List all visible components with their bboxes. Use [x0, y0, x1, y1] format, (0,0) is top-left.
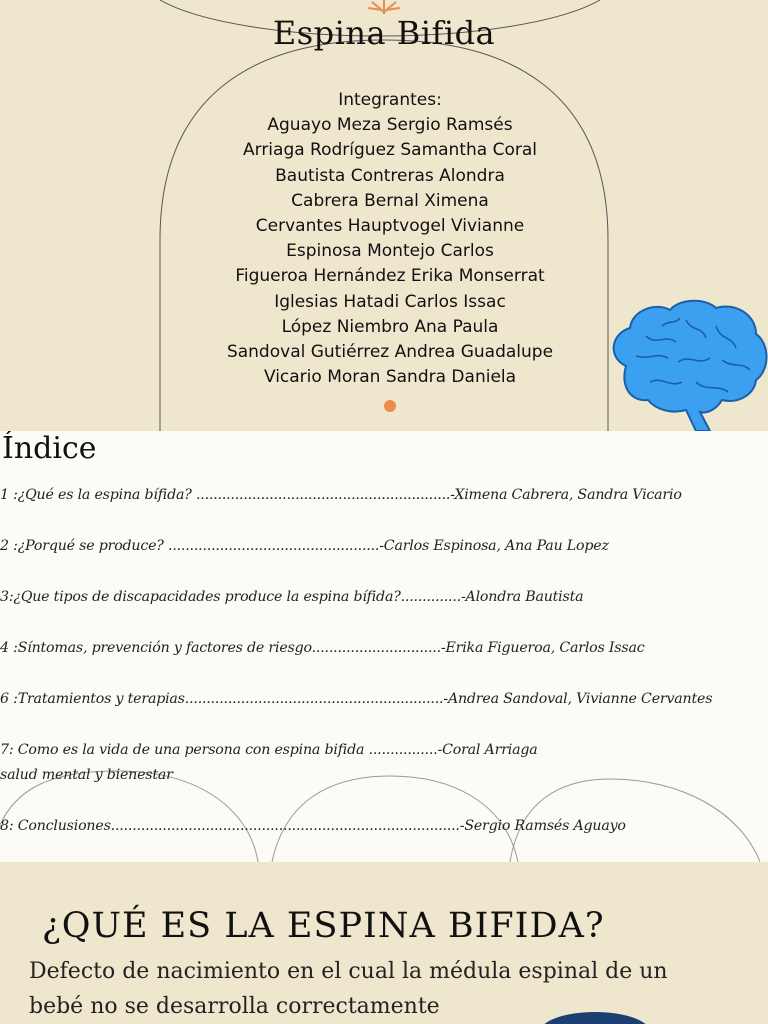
index-row: salud mental y bienestar	[0, 767, 173, 783]
index-row: 3:¿Que tipos de discapacidades produce la espina bífida?..............-Alondra Bautista	[0, 589, 584, 605]
member-name: Bautista Contreras Alondra	[275, 165, 505, 186]
definition-text: Defecto de nacimiento en el cual la médula espinal de un bebé no se desarrolla correctamente	[29, 959, 668, 1019]
index-title: Índice	[2, 431, 97, 466]
cover-slide	[0, 0, 768, 431]
member-name: Cervantes Hauptvogel Vivianne	[255, 216, 525, 237]
orange-dot-icon	[384, 400, 396, 412]
index-row: 4 :Síntomas, prevención y factores de riesgo..............................-Erika Figueroa, Carlos Issac	[0, 640, 645, 656]
members-heading: Integrantes:	[338, 90, 442, 110]
definition-title: ¿QUÉ ES LA ESPINA BIFIDA?	[42, 906, 605, 946]
cover-title: Espina Bifida	[272, 14, 496, 52]
brain-icon	[606, 296, 768, 431]
member-name: Arriaga Rodríguez Samantha Coral	[243, 140, 537, 161]
member-name: Cabrera Bernal Ximena	[291, 190, 489, 211]
member-name: Espinosa Montejo Carlos	[286, 241, 494, 262]
member-name: Figueroa Hernández Erika Monserrat	[235, 266, 545, 287]
index-slide	[0, 431, 768, 862]
member-name: Sandoval Gutiérrez Andrea Guadalupe	[226, 342, 554, 363]
members-list	[160, 88, 620, 390]
index-row: 8: Conclusiones.................................................................................-Sergio Ramsés Aguayo	[0, 818, 626, 834]
index-row: 1 :¿Qué es la espina bífida? ...........................................................-Ximena Cabrera, Sandra Vicario	[0, 487, 682, 503]
member-name: López Niembro Ana Paula	[281, 316, 499, 337]
index-row: 6 :Tratamientos y terapias............................................................-Andrea Sandoval, Vivianne Cervantes	[0, 691, 713, 707]
index-row: 2 :¿Porqué se produce? .................................................-Carlos Espinosa, Ana Pau Lopez	[0, 538, 609, 554]
member-name: Iglesias Hatadi Carlos Issac	[274, 291, 506, 312]
definition-slide	[0, 862, 768, 1024]
member-name: Vicario Moran Sandra Daniela	[263, 367, 517, 388]
member-name: Aguayo Meza Sergio Ramsés	[267, 115, 513, 136]
index-row: 7: Como es la vida de una persona con espina bifida ................-Coral Arriaga	[0, 742, 538, 758]
